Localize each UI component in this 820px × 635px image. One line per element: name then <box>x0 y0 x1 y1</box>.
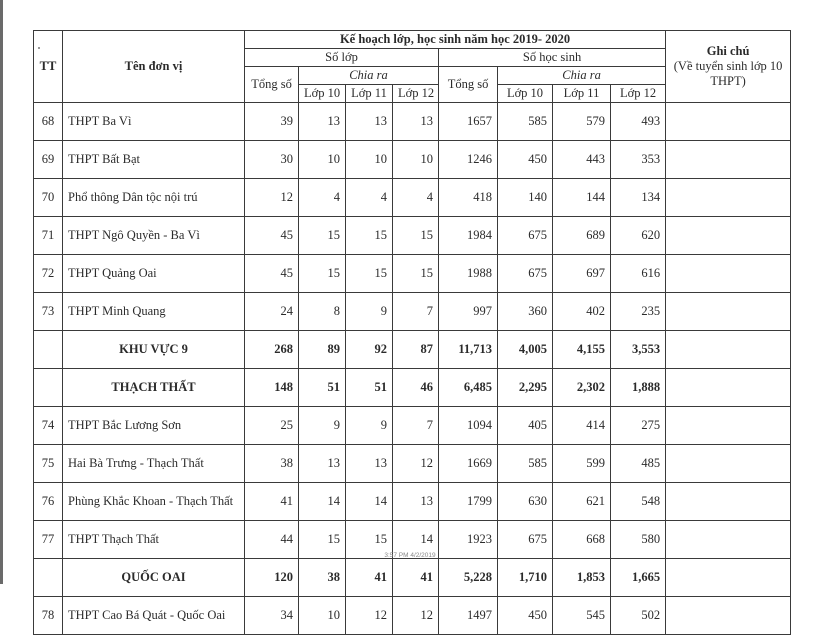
cell-tt <box>34 559 63 597</box>
cell-students-total: 418 <box>439 179 498 217</box>
cell-classes-total: 41 <box>245 483 299 521</box>
cell-unit-name: THPT Cao Bá Quát - Quốc Oai <box>63 597 245 635</box>
cell-students-total: 1246 <box>439 141 498 179</box>
cell-classes-grade10: 51 <box>299 369 346 407</box>
cell-students-total: 1669 <box>439 445 498 483</box>
table-row-summary <box>34 559 791 597</box>
cell-tt: 77 <box>34 521 63 559</box>
cell-students-grade12: 353 <box>611 141 666 179</box>
cell-students-grade12: 3,553 <box>611 331 666 369</box>
cell-unit-name: THPT Minh Quang <box>63 293 245 331</box>
cell-students-total: 1094 <box>439 407 498 445</box>
cell-note <box>666 103 791 141</box>
cell-classes-grade12: 46 <box>393 369 439 407</box>
cell-students-grade12: 616 <box>611 255 666 293</box>
class-student-plan-table <box>33 30 791 635</box>
cell-students-grade12: 275 <box>611 407 666 445</box>
cell-students-grade11: 697 <box>553 255 611 293</box>
cell-note <box>666 445 791 483</box>
cell-note <box>666 597 791 635</box>
cell-classes-total: 12 <box>245 179 299 217</box>
cell-tt <box>34 369 63 407</box>
cell-classes-grade10: 9 <box>299 407 346 445</box>
cell-students-grade10: 360 <box>498 293 553 331</box>
cell-classes-grade11: 9 <box>346 407 393 445</box>
cell-unit-name: THPT Quảng Oai <box>63 255 245 293</box>
cell-students-grade11: 443 <box>553 141 611 179</box>
cell-classes-total: 44 <box>245 521 299 559</box>
cell-classes-total: 45 <box>245 255 299 293</box>
cell-classes-grade10: 13 <box>299 445 346 483</box>
header-note-title: Ghi chú <box>706 44 750 58</box>
cell-students-grade10: 2,295 <box>498 369 553 407</box>
cell-classes-grade12: 41 <box>393 559 439 597</box>
cell-students-grade10: 4,005 <box>498 331 553 369</box>
table-row <box>34 293 791 331</box>
cell-students-grade11: 599 <box>553 445 611 483</box>
cell-students-grade12: 580 <box>611 521 666 559</box>
cell-students-grade11: 2,302 <box>553 369 611 407</box>
cell-classes-grade11: 41 <box>346 559 393 597</box>
cell-students-total: 1984 <box>439 217 498 255</box>
cell-students-grade11: 1,853 <box>553 559 611 597</box>
cell-students-grade12: 1,888 <box>611 369 666 407</box>
cell-tt: 78 <box>34 597 63 635</box>
cell-classes-grade12: 15 <box>393 255 439 293</box>
cell-classes-total: 34 <box>245 597 299 635</box>
cell-students-grade10: 450 <box>498 141 553 179</box>
cell-students-grade11: 668 <box>553 521 611 559</box>
header-classes-grade10: Lớp 10 <box>299 85 346 103</box>
cell-students-grade10: 1,710 <box>498 559 553 597</box>
cell-tt: 74 <box>34 407 63 445</box>
cell-students-total: 1497 <box>439 597 498 635</box>
cell-unit-name: THPT Ba Vì <box>63 103 245 141</box>
cell-classes-grade10: 15 <box>299 255 346 293</box>
cell-unit-name: THPT Bắc Lương Sơn <box>63 407 245 445</box>
cell-classes-grade11: 15 <box>346 521 393 559</box>
cell-classes-total: 268 <box>245 331 299 369</box>
cell-students-grade11: 545 <box>553 597 611 635</box>
cell-students-total: 1799 <box>439 483 498 521</box>
cell-classes-total: 24 <box>245 293 299 331</box>
cell-tt: 70 <box>34 179 63 217</box>
cell-students-total: 11,713 <box>439 331 498 369</box>
cell-students-total: 6,485 <box>439 369 498 407</box>
cell-classes-grade12: 12 <box>393 445 439 483</box>
cell-students-grade11: 621 <box>553 483 611 521</box>
cell-classes-grade12: 13 <box>393 103 439 141</box>
header-students-grade11: Lớp 11 <box>553 85 611 103</box>
cell-students-grade10: 585 <box>498 445 553 483</box>
cell-students-total: 1657 <box>439 103 498 141</box>
cell-note <box>666 407 791 445</box>
header-classes-group: Số lớp <box>245 49 439 67</box>
header-students-total: Tổng số <box>439 67 498 103</box>
cell-classes-grade10: 89 <box>299 331 346 369</box>
cell-unit-name: QUỐC OAI <box>63 559 245 597</box>
cell-students-grade11: 402 <box>553 293 611 331</box>
table-row <box>34 217 791 255</box>
table-row <box>34 483 791 521</box>
cell-students-grade12: 620 <box>611 217 666 255</box>
cell-classes-grade12: 14 <box>393 521 439 559</box>
header-tt: TT <box>34 31 63 103</box>
cell-students-grade11: 689 <box>553 217 611 255</box>
cell-students-total: 5,228 <box>439 559 498 597</box>
cell-students-grade10: 630 <box>498 483 553 521</box>
cell-classes-grade10: 13 <box>299 103 346 141</box>
cell-students-grade10: 450 <box>498 597 553 635</box>
cell-classes-grade11: 4 <box>346 179 393 217</box>
cell-students-grade11: 4,155 <box>553 331 611 369</box>
cell-classes-grade11: 15 <box>346 217 393 255</box>
table-row <box>34 141 791 179</box>
header-students-breakdown: Chia ra <box>498 67 666 85</box>
cell-students-total: 997 <box>439 293 498 331</box>
cell-unit-name: Phùng Khắc Khoan - Thạch Thất <box>63 483 245 521</box>
cell-unit-name: THPT Ngô Quyền - Ba Vì <box>63 217 245 255</box>
cell-classes-total: 45 <box>245 217 299 255</box>
cell-classes-grade12: 12 <box>393 597 439 635</box>
cell-students-grade12: 1,665 <box>611 559 666 597</box>
table-header <box>34 31 791 103</box>
table-row <box>34 103 791 141</box>
header-plan-title: Kế hoạch lớp, học sinh năm học 2019- 2020 <box>245 31 666 49</box>
cell-classes-grade11: 14 <box>346 483 393 521</box>
cell-note <box>666 141 791 179</box>
cell-classes-grade11: 15 <box>346 255 393 293</box>
cell-classes-total: 120 <box>245 559 299 597</box>
cell-classes-grade11: 9 <box>346 293 393 331</box>
cell-students-total: 1988 <box>439 255 498 293</box>
header-note-subtitle: (Về tuyển sinh lớp 10 THPT) <box>673 59 783 88</box>
table-row-summary <box>34 331 791 369</box>
cell-tt: 69 <box>34 141 63 179</box>
cell-classes-total: 30 <box>245 141 299 179</box>
cell-students-grade12: 493 <box>611 103 666 141</box>
cell-classes-grade12: 10 <box>393 141 439 179</box>
cell-students-grade10: 405 <box>498 407 553 445</box>
cell-classes-grade10: 10 <box>299 597 346 635</box>
cell-classes-grade12: 7 <box>393 407 439 445</box>
cell-tt: 73 <box>34 293 63 331</box>
cell-classes-total: 148 <box>245 369 299 407</box>
cell-students-grade12: 548 <box>611 483 666 521</box>
header-students-grade10: Lớp 10 <box>498 85 553 103</box>
cell-classes-grade11: 51 <box>346 369 393 407</box>
table-row <box>34 407 791 445</box>
cell-classes-total: 25 <box>245 407 299 445</box>
table-row <box>34 597 791 635</box>
cell-classes-grade10: 4 <box>299 179 346 217</box>
cell-students-grade12: 502 <box>611 597 666 635</box>
cell-classes-grade10: 15 <box>299 217 346 255</box>
cell-unit-name: THẠCH THẤT <box>63 369 245 407</box>
cell-students-grade10: 675 <box>498 521 553 559</box>
header-unit-name: Tên đơn vị <box>63 31 245 103</box>
cell-note <box>666 331 791 369</box>
table-row-summary <box>34 369 791 407</box>
cell-students-grade12: 235 <box>611 293 666 331</box>
cell-students-grade11: 414 <box>553 407 611 445</box>
cell-classes-grade11: 10 <box>346 141 393 179</box>
cell-classes-grade10: 15 <box>299 521 346 559</box>
cell-classes-grade12: 13 <box>393 483 439 521</box>
cell-tt: 68 <box>34 103 63 141</box>
cell-unit-name: Phổ thông Dân tộc nội trú <box>63 179 245 217</box>
cell-students-grade11: 144 <box>553 179 611 217</box>
cell-classes-grade11: 13 <box>346 103 393 141</box>
cell-classes-grade10: 10 <box>299 141 346 179</box>
cell-tt: 71 <box>34 217 63 255</box>
table-row <box>34 445 791 483</box>
cell-unit-name: THPT Bất Bạt <box>63 141 245 179</box>
cell-note <box>666 369 791 407</box>
cell-note <box>666 255 791 293</box>
cell-students-grade12: 485 <box>611 445 666 483</box>
cell-students-grade12: 134 <box>611 179 666 217</box>
cell-students-grade10: 675 <box>498 255 553 293</box>
cell-classes-grade11: 92 <box>346 331 393 369</box>
cell-note <box>666 483 791 521</box>
cell-classes-grade10: 8 <box>299 293 346 331</box>
cell-students-grade11: 579 <box>553 103 611 141</box>
cell-note <box>666 293 791 331</box>
cell-note <box>666 559 791 597</box>
cell-classes-grade12: 4 <box>393 179 439 217</box>
cell-tt: 72 <box>34 255 63 293</box>
header-classes-breakdown: Chia ra <box>299 67 439 85</box>
cell-tt: 75 <box>34 445 63 483</box>
cell-unit-name: KHU VỰC 9 <box>63 331 245 369</box>
footer-timestamp: 3:57 PM 4/2/2019 <box>384 552 436 559</box>
scan-edge <box>0 0 3 584</box>
cell-tt <box>34 331 63 369</box>
cell-students-grade10: 675 <box>498 217 553 255</box>
table-row <box>34 255 791 293</box>
cell-unit-name: Hai Bà Trưng - Thạch Thất <box>63 445 245 483</box>
cell-note <box>666 217 791 255</box>
cell-classes-grade12: 15 <box>393 217 439 255</box>
cell-unit-name: THPT Thạch Thất <box>63 521 245 559</box>
cell-classes-total: 39 <box>245 103 299 141</box>
cell-classes-grade12: 87 <box>393 331 439 369</box>
header-classes-total: Tổng số <box>245 67 299 103</box>
cell-classes-grade12: 7 <box>393 293 439 331</box>
header-note <box>666 31 791 103</box>
cell-students-total: 1923 <box>439 521 498 559</box>
cell-classes-grade11: 13 <box>346 445 393 483</box>
cell-students-grade10: 585 <box>498 103 553 141</box>
cell-note <box>666 179 791 217</box>
header-students-grade12: Lớp 12 <box>611 85 666 103</box>
header-students-group: Số học sinh <box>439 49 666 67</box>
cell-students-grade10: 140 <box>498 179 553 217</box>
header-classes-grade11: Lớp 11 <box>346 85 393 103</box>
cell-classes-total: 38 <box>245 445 299 483</box>
cell-classes-grade11: 12 <box>346 597 393 635</box>
cell-classes-grade10: 38 <box>299 559 346 597</box>
cell-tt: 76 <box>34 483 63 521</box>
table-row <box>34 179 791 217</box>
header-classes-grade12: Lớp 12 <box>393 85 439 103</box>
cell-classes-grade10: 14 <box>299 483 346 521</box>
